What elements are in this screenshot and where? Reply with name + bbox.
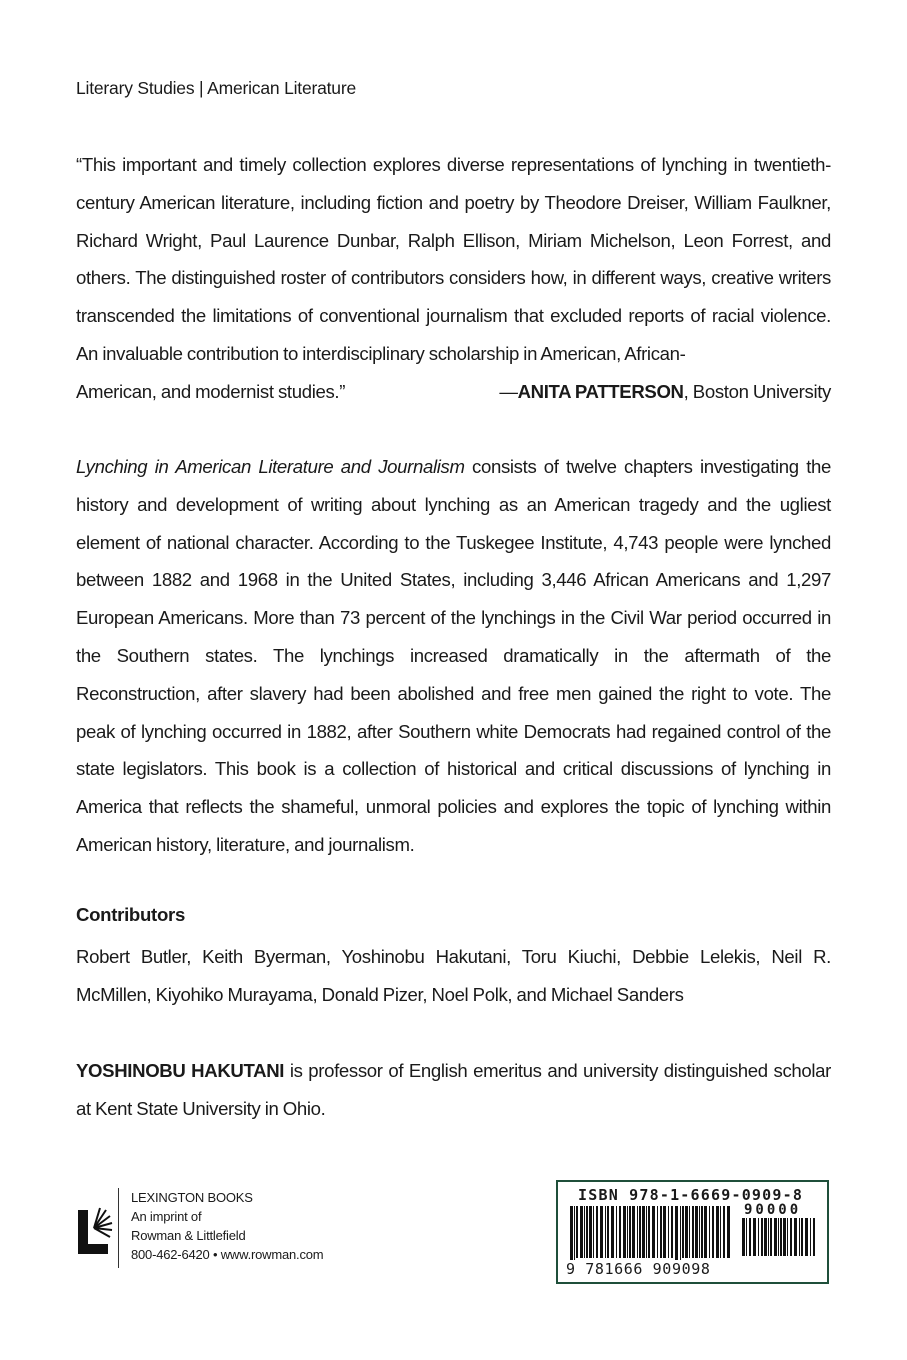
barcode-bar [637,1206,638,1258]
publisher-block [76,1188,323,1268]
attribution-dash: — [499,380,518,402]
publisher-parent: Rowman & Littlefield [131,1228,246,1243]
publisher-imprint-label: An imprint of [131,1209,202,1224]
barcode-bar [576,1206,578,1258]
price-addon-digits: 90000 [744,1202,802,1218]
barcode-bar [689,1206,690,1258]
publisher-name: LEXINGTON BOOKS [131,1190,253,1205]
barcode-bar [761,1218,763,1256]
category-label: Literary Studies | American Literature [76,78,356,98]
attribution-affiliation: , Boston University [683,380,831,402]
endorsement-attribution [499,373,831,411]
barcode-bar [778,1218,779,1256]
barcode-bar [699,1206,700,1258]
barcode-bar [727,1206,730,1258]
barcode-bar [695,1206,698,1258]
barcode-bar [749,1218,751,1256]
endorsement-text-end: American, and modernist studies.” [76,380,346,402]
book-title: Lynching in American Literature and Journalism [76,456,465,477]
lexington-books-logo-icon [76,1188,116,1260]
barcode-bar [753,1218,756,1256]
barcode-bar [787,1218,788,1256]
contributors-heading: Contributors [76,904,185,925]
barcode-bar [646,1206,647,1258]
barcode-bar [685,1206,688,1258]
barcode-bar [584,1206,585,1258]
publisher-contact: 800-462-6420 • www.rowman.com [131,1247,324,1262]
author-bio-text: is professor of English emeritus and university distinguished scholar at Kent State University in Ohio. [76,1060,831,1119]
description-text: consists of twelve chapters investigating the history and development of writing about lynching as an American tragedy and the ugliest element of national character. According to the Tuskegee Institute, 4,743 people were lynched between 1882 and 1968 in the United States, including 3,446 African Americans and 1,297 European Americans. More than 73 percent of the lynchings in the Civil War period occurred in the Southern states. The lynchings increased dramatically in the aftermath of the Reconstruction, after slavery had been abolished and free men gained the right to vote. The peak of lynching occurred in 1882, after Southern white Democrats had regained control of the state legislators. This book is a collection of historical and critical discussions of lynching in America that reflects the shameful, unmoral policies and explores the topic of lynching within American history, literature, and journalism. [76,456,831,855]
barcode-bar [629,1206,631,1258]
barcode-bar [639,1206,641,1258]
barcode-bar [801,1218,803,1256]
barcode-bar [663,1206,666,1258]
endorsement-quote [76,146,831,411]
barcode-bar [632,1206,635,1258]
isbn-label: ISBN 978-1-6669-0909-8 [578,1186,804,1204]
barcode-bar [692,1206,694,1258]
barcode-bar [605,1206,606,1258]
barcode-bar [652,1206,655,1258]
barcode-bar [682,1206,684,1258]
barcode-bar [723,1206,725,1258]
barcode-bar [580,1206,583,1258]
author-name: YOSHINOBU HAKUTANI [76,1060,285,1081]
barcode-bar [780,1218,782,1256]
barcode-bar [586,1206,588,1258]
publisher-info [131,1188,323,1264]
barcode-bar [600,1206,603,1258]
barcode-bar [810,1218,811,1256]
barcode-bar [758,1218,759,1256]
barcode-bar [709,1206,710,1258]
isbn-barcode [556,1180,829,1284]
barcode-bar [794,1218,797,1256]
barcode-bar [790,1218,792,1256]
barcode-bar [783,1218,786,1256]
barcode-bar [742,1218,745,1256]
barcode-bar [813,1218,815,1256]
barcode-bar [607,1206,609,1258]
author-bio [76,1052,831,1128]
barcode-bar [657,1206,658,1258]
contributors-list: Robert Butler, Keith Byerman, Yoshinobu Hakutani, Toru Kiuchi, Debbie Lelekis, Neil R. McMillen, Kiyohiko Murayama, Donald Pizer, Noel Polk, and Michael Sanders [76,946,831,1005]
barcode-bar [770,1218,772,1256]
publisher-divider [118,1188,119,1268]
endorsement-last-line [76,373,831,411]
barcode-bar [642,1206,645,1258]
addon-barcode-bars [738,1218,818,1276]
barcode-bar [768,1218,769,1256]
endorsement-text: “This important and timely collection explores diverse representations of lynching in twentieth-century American literature, including fiction and poetry by Theodore Dreiser, William Faulkner, Richard Wright, Paul Laurence Dunbar, Ralph Ellison, Miriam Michelson, Leon Forrest, and others. The distinguished roster of contributors considers how, in different ways, creative writers transcended the limitations of conventional journalism that excluded reports of racial violence. An invaluable contribution to interdisciplinary scholarship in American, African- [76,154,831,364]
barcode-bar [774,1218,777,1256]
barcode-bar [764,1218,767,1256]
barcode-bar [701,1206,703,1258]
barcode-bar [616,1206,617,1258]
barcode-bar [623,1206,626,1258]
barcode-bar [712,1206,714,1258]
ean-digits: 9 781666 909098 [566,1260,711,1278]
barcode-bar [593,1206,594,1258]
barcode-bar [648,1206,650,1258]
barcode-bar [704,1206,707,1258]
barcode-bar [746,1218,747,1256]
barcode-bar [716,1206,719,1258]
barcode-bar [660,1206,662,1258]
barcode-bar [611,1206,614,1258]
barcode-bar [619,1206,621,1258]
barcode-bar [805,1218,808,1256]
barcode-bar [720,1206,721,1258]
barcode-bar [589,1206,592,1258]
book-description [76,448,831,864]
attribution-name: ANITA PATTERSON [517,380,684,402]
barcode-bar [627,1206,628,1258]
barcode-bar [668,1206,669,1258]
barcode-bar [596,1206,598,1258]
barcode-bar [799,1218,800,1256]
barcode-bar [671,1206,673,1258]
